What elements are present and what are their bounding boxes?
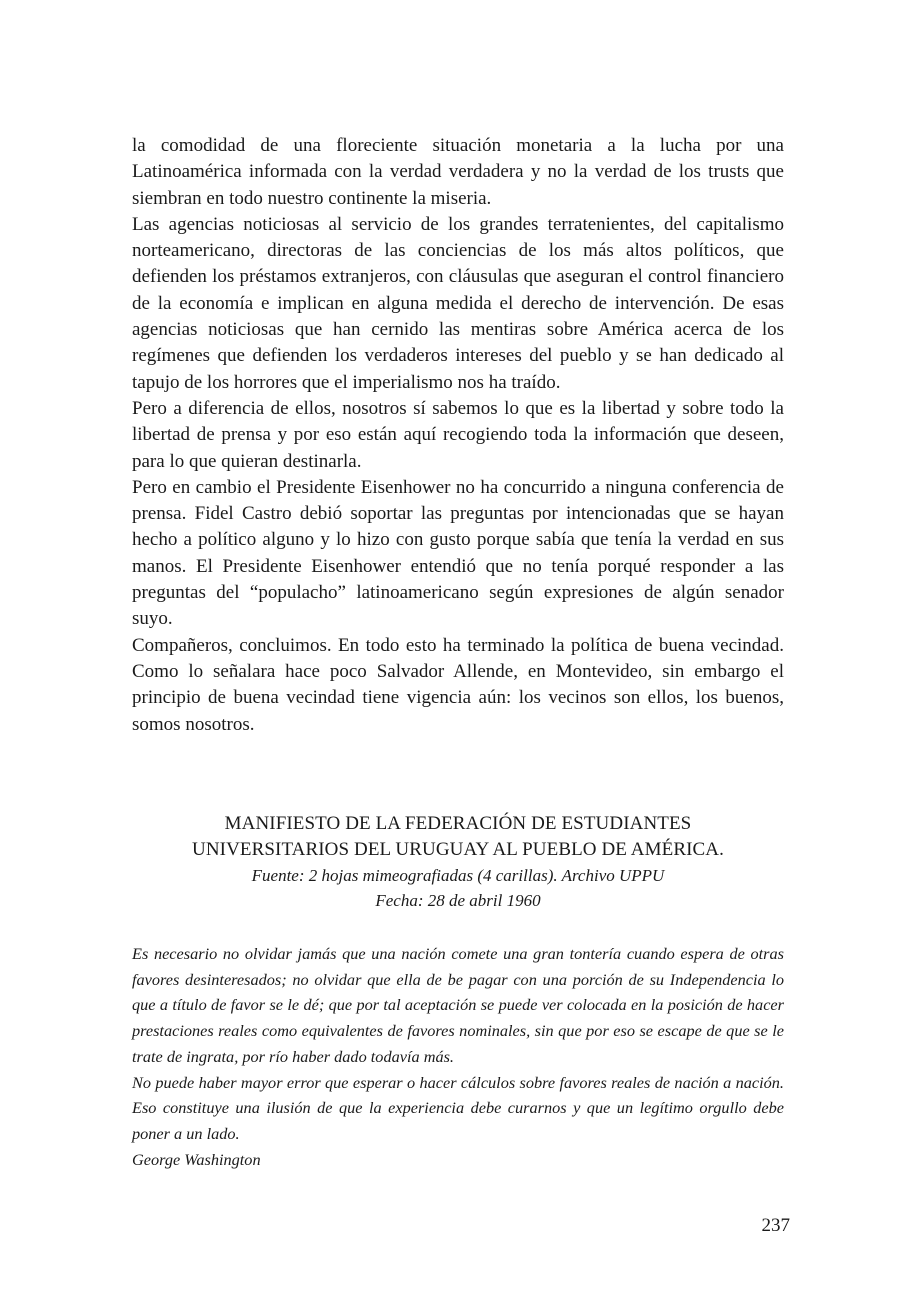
manifesto-date: Fecha: 28 de abril 1960 — [375, 891, 541, 910]
manifesto-source: Fuente: 2 hojas mimeografiadas (4 carillas). Archivo UPPU — [251, 866, 665, 885]
body-paragraph: Pero a diferencia de ellos, nosotros sí sabemos lo que es la libertad y sobre todo la libertad de prensa y por eso están aquí recogiendo toda la información que deseen, para lo que quieran destinarla. — [132, 397, 784, 472]
epigraph-quote — [132, 941, 784, 1172]
page-number: 237 — [761, 1215, 790, 1236]
epigraph-author: George Washington — [132, 1149, 261, 1169]
body-paragraph: Compañeros, concluimos. En todo esto ha terminado la política de buena vecindad. Como lo señalara hace poco Salvador Allende, en Montevideo, sin embargo el principio de buena vecindad tiene vigencia aún: los vecinos son ellos, los buenos, somos nosotros. — [132, 634, 784, 735]
body-text — [132, 133, 784, 738]
body-paragraph: Las agencias noticiosas al servicio de los grandes terratenientes, del capitalismo norteamericano, directoras de las conciencias de los más altos políticos, que defienden los préstamos extranjeros, con cláusulas que aseguran el control financiero de la economía e implican en alguna medida el derecho de intervención. De esas agencias noticiosas que han cernido las mentiras sobre América acerca de los regímenes que defienden los verdaderos intereses del pueblo y se han dedicado al tapujo de los horrores que el imperialismo nos ha traído. — [132, 213, 784, 393]
manifesto-title-line-1: MANIFIESTO DE LA FEDERACIÓN DE ESTUDIANTES — [224, 813, 692, 834]
epigraph-paragraph: No puede haber mayor error que esperar o hacer cálculos sobre favores reales de nación a nación. Eso constituye una ilusión de que la experiencia debe curarnos y que un legítimo orgullo debe poner a un lado. — [132, 1072, 784, 1143]
manifesto-title-line-2: UNIVERSITARIOS DEL URUGUAY AL PUEBLO DE AMÉRICA. — [192, 839, 724, 860]
body-paragraph: la comodidad de una floreciente situación monetaria a la lucha por una Latinoamérica informada con la verdad verdadera y no la verdad de los trusts que siembran en todo nuestro continente la miseria. — [132, 135, 784, 209]
body-paragraph: Pero en cambio el Presidente Eisenhower no ha concurrido a ninguna conferencia de prensa. Fidel Castro debió soportar las preguntas por intencionadas que se hayan hecho a político alguno y lo hizo con gusto porque sabía que tenía la verdad en sus manos. El Presidente Eisenhower entendió que no tenía porqué responder a las preguntas del “populacho” latinoamericano según expresiones de algún senador suyo. — [132, 476, 784, 630]
manifesto-heading — [132, 811, 784, 913]
epigraph-paragraph: Es necesario no olvidar jamás que una nación comete una gran tontería cuando espera de otras favores desinteresados; no olvidar que ella de be pagar con una porción de su Independencia lo que a título de favor se le dé; que por tal aceptación se puede ver colocada en la posición de hacer prestaciones reales como equivalentes de favores nominales, sin que por eso se escape de que se le trate de ingrata, por río haber dado todavía más. — [132, 944, 784, 1066]
